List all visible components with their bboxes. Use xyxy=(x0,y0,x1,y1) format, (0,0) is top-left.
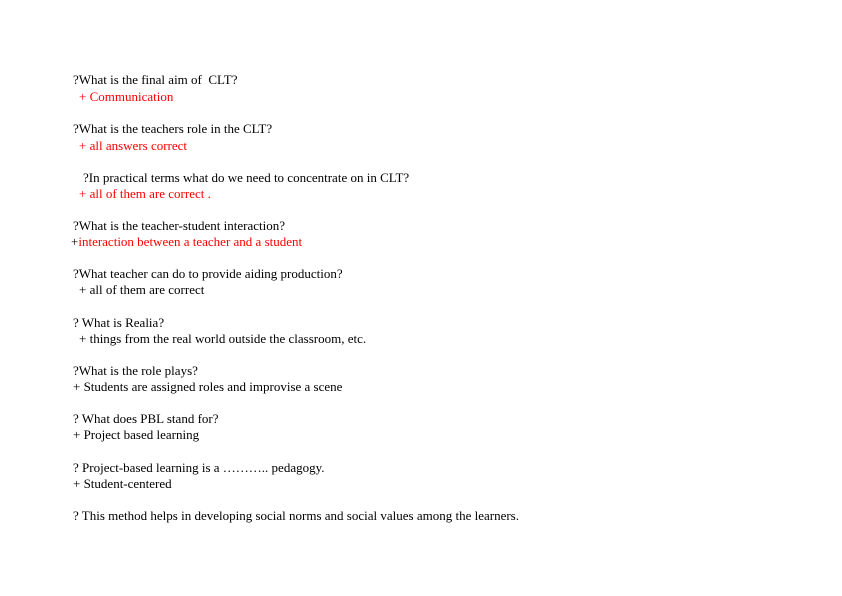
answer-text: + things from the real world outside the classroom, etc. xyxy=(79,331,367,346)
answer-text: + Student-centered xyxy=(73,476,172,491)
answer-text: + all answers correct xyxy=(79,138,188,153)
answer-highlight: interaction between a teacher and a student xyxy=(78,234,303,249)
question-text: ?What is the teacher-student interaction? xyxy=(73,218,285,233)
answer-text: + all of them are correct . xyxy=(79,186,211,201)
answer-text: + all of them are correct xyxy=(79,282,205,297)
question-text: ? This method helps in developing social norms and social values among the learners. xyxy=(73,508,519,523)
answer-text: + Students are assigned roles and improvise a scene xyxy=(73,379,343,394)
question-text: ?In practical terms what do we need to concentrate on in CLT? xyxy=(83,170,410,185)
answer-text xyxy=(71,234,302,250)
question-text: ? What is Realia? xyxy=(73,315,165,330)
answer-prefix: + xyxy=(71,234,79,249)
question-text: ?What is the role plays? xyxy=(73,363,198,378)
question-text: ?What teacher can do to provide aiding production? xyxy=(73,266,343,281)
answer-text: + Project based learning xyxy=(73,427,200,442)
question-text: ?What is the final aim of CLT? xyxy=(73,72,238,87)
question-text: ? Project-based learning is a ……….. pedagogy. xyxy=(73,460,325,475)
answer-text: + Communication xyxy=(79,89,174,104)
question-text: ? What does PBL stand for? xyxy=(73,411,219,426)
question-text: ?What is the teachers role in the CLT? xyxy=(73,121,273,136)
